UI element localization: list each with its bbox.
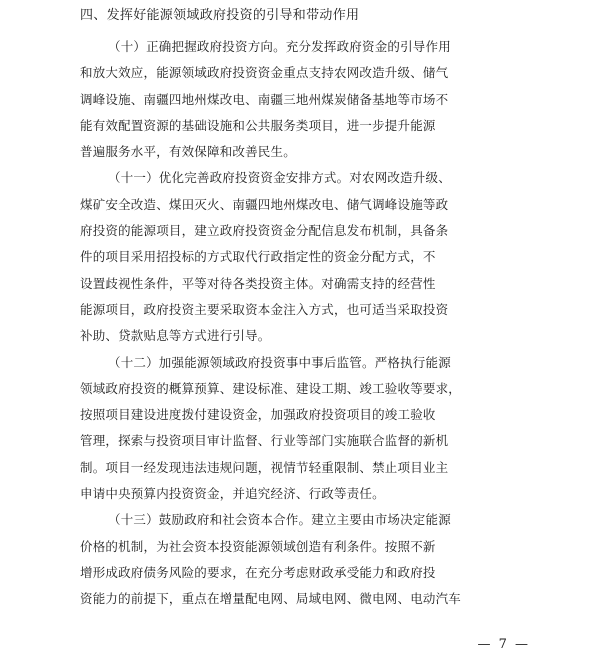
- text-line: （十一）优化完善政府投资资金安排方式。对农网改造升级、: [108, 170, 451, 186]
- text-line: （十）正确把握政府投资方向。充分发挥政府资金的引导作用: [108, 39, 451, 54]
- text-line: 和放大效应，能源领域政府投资资金重点支持农网改造升级、储气: [80, 65, 449, 81]
- text-line: 价格的机制，为社会资本投资能源领域创造有利条件。按照不新: [80, 538, 436, 554]
- text-line: 按照项目建设进度拨付建设资金，加强政府投资项目的竣工验收: [80, 407, 436, 423]
- page-number: — 7 —: [477, 637, 530, 652]
- text-line: 能源项目，政府投资主要采取资本金注入方式，也可适当采取投资: [80, 301, 449, 317]
- text-line: 补助、贷款贴息等方式进行引导。: [80, 328, 271, 344]
- paragraph: [80, 165, 532, 349]
- body-text: [80, 34, 532, 613]
- text-line: 管理，探索与投资项目审计监督、行业等部门实施联合监督的新机: [80, 433, 449, 449]
- text-line: 普遍服务水平，有效保障和改善民生。: [80, 144, 296, 160]
- paragraph: [80, 350, 532, 508]
- text-line: （十二）加强能源领域政府投资事中事后监管。严格执行能源: [108, 354, 451, 370]
- text-line: 制。项目一经发现违法违规问题，视情节轻重限制、禁止项目业主: [80, 459, 449, 475]
- text-line: 件的项目采用招投标的方式取代行政指定性的资金分配方式，不: [80, 249, 436, 265]
- text-line: 资能力的前提下，重点在增量配电网、局域电网、微电网、电动汽车: [80, 591, 462, 607]
- text-line: （十三）鼓励政府和社会资本合作。建立主要由市场决定能源: [108, 512, 451, 528]
- text-line: 领域政府投资的概算预算、建设标准、建设工期、竣工验收等要求，: [80, 380, 462, 396]
- text-line: 调峰设施、南疆四地州煤改电、南疆三地州煤炭储备基地等市场不: [80, 91, 449, 107]
- section-heading: 四、发挥好能源领域政府投资的引导和带动作用: [80, 8, 360, 23]
- text-line: 府投资的能源项目，建立政府投资资金分配信息发布机制，具备条: [80, 223, 449, 239]
- text-line: 申请中央预算内投资资金，并追究经济、行政等责任。: [80, 486, 385, 502]
- paragraph: [80, 507, 532, 612]
- paragraph: [80, 34, 532, 165]
- text-line: 煤矿安全改造、煤田灭火、南疆四地州煤改电、储气调峰设施等政: [80, 196, 449, 212]
- text-line: 增形成政府债务风险的要求，在充分考虑财政承受能力和政府投: [80, 564, 436, 580]
- text-line: 能有效配置资源的基础设施和公共服务类项目，进一步提升能源: [80, 117, 436, 133]
- text-line: 设置歧视性条件，平等对待各类投资主体。对确需支持的经营性: [80, 275, 436, 291]
